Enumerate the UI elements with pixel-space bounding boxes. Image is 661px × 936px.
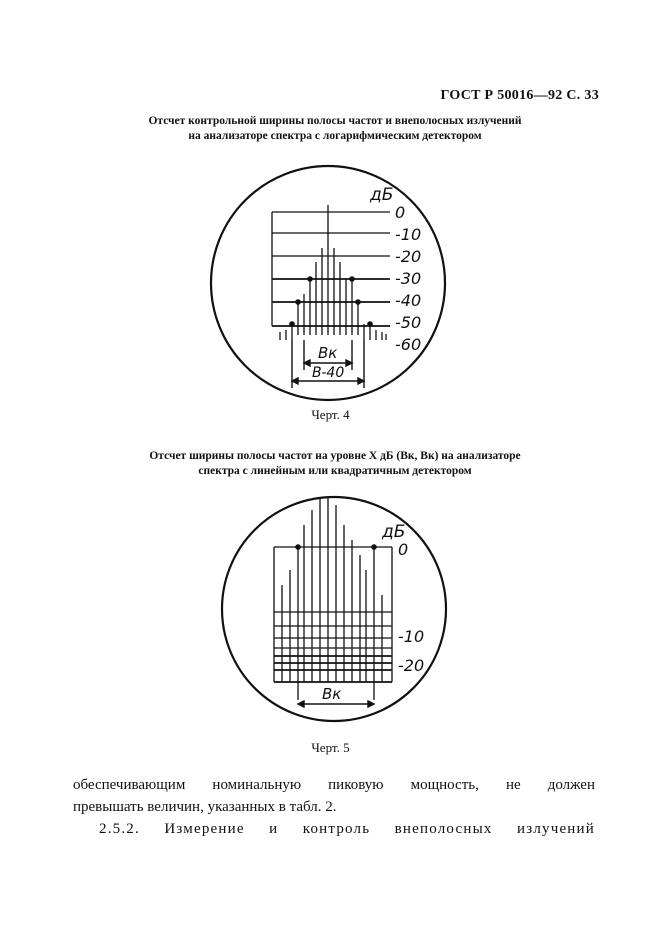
figure5-scale-20: -20 xyxy=(398,656,425,675)
page-header: ГОСТ Р 50016—92 С. 33 xyxy=(440,88,599,103)
figure4-band-label-k: Bк xyxy=(318,344,338,362)
figure4-scale-50: -50 xyxy=(395,313,422,332)
figure4-scale-10: -10 xyxy=(395,225,422,244)
body-line-3: 2.5.2. Измерение и контроль внеполосных излучений xyxy=(99,821,595,837)
figure4-title-line1: Отсчет контрольной ширины полосы частот и внеполосных излучений xyxy=(148,115,522,127)
figure4-scale-60: -60 xyxy=(395,335,422,354)
figure4-scale-40: -40 xyxy=(395,291,422,310)
body-line-1: обеспечивающим номинальную пиковую мощность, не должен xyxy=(73,777,595,793)
figure5-scale-0: 0 xyxy=(398,540,409,559)
figure4-title-line2: на анализаторе спектра с логарифмическим детектором xyxy=(188,130,482,142)
figure5-title-line2: спектра с линейным или квадратичным детектором xyxy=(198,465,472,477)
figure4-scale-20: -20 xyxy=(395,247,422,266)
figure5-unit: дБ xyxy=(382,522,406,542)
figure4-scale-30: -30 xyxy=(395,269,422,288)
figure5-band-label-k: Bк xyxy=(322,685,342,703)
figure4-band-label-40: B-40 xyxy=(312,365,345,381)
figure5-title-line1: Отсчет ширины полосы частот на уровне X дБ (Bк, Bк) на анализаторе xyxy=(149,450,521,462)
figure5-caption: Черт. 5 xyxy=(311,740,350,755)
figure4-scale-0: 0 xyxy=(395,203,406,222)
figure5-scale-10: -10 xyxy=(398,627,425,646)
figure4-unit: дБ xyxy=(370,185,394,205)
body-line-2: превышать величин, указанных в табл. 2. xyxy=(73,799,337,815)
body-text xyxy=(73,774,595,840)
figure4-caption: Черт. 4 xyxy=(311,407,350,422)
